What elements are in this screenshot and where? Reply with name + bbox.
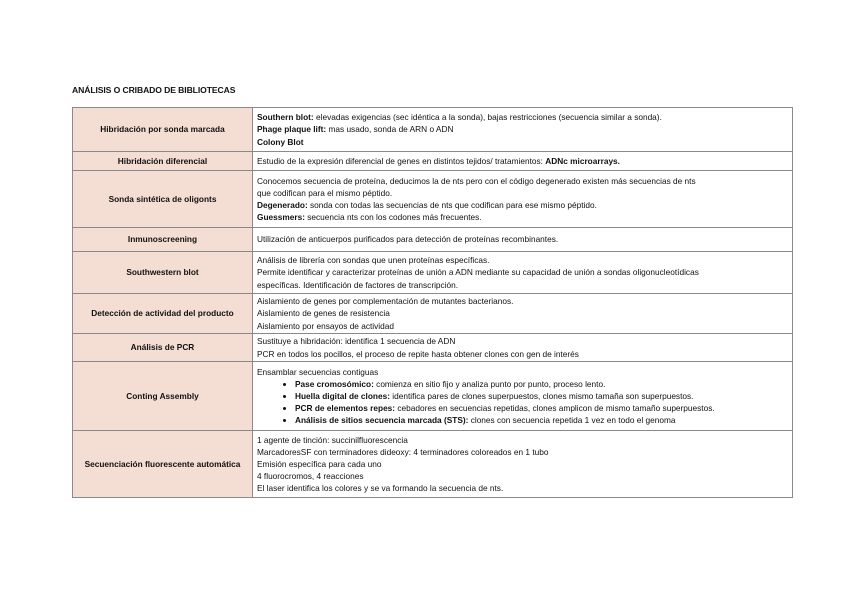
row-description (253, 152, 793, 171)
text-line: Permite identificar y caracterizar proteínas de unión a ADN mediante su capacidad de unión a sondas oligonucleotídicas (257, 267, 699, 278)
text-line: Utilización de anticuerpos purificados para detección de proteínas recombinantes. (257, 234, 559, 245)
page-title: ANÁLISIS O CRIBADO DE BIBLIOTECAS (72, 85, 236, 95)
row-header: Inmunoscreening (73, 228, 253, 252)
text-line: Sustituye a hibridación: identifica 1 secuencia de ADN (257, 336, 456, 347)
text-line: Colony Blot (257, 136, 304, 147)
row-description (253, 294, 793, 334)
text-line: PCR en todos los pocillos, el proceso de repite hasta obtener clones con gen de interés (257, 348, 579, 359)
text-line: Guessmers: secuencia nts con los codones más frecuentes. (257, 212, 482, 223)
row-header: Secuenciación fluorescente automática (73, 431, 253, 498)
table-row (73, 362, 793, 431)
table-row (73, 228, 793, 252)
row-description (253, 362, 793, 431)
table-row (73, 252, 793, 294)
list-item: • Pase cromosómico: comienza en sitio fijo y analiza punto por punto, proceso lento. (295, 378, 788, 390)
text-line: Aislamiento de genes por complementación de mutantes bacterianos. (257, 296, 514, 307)
text-line: Análisis de librería con sondas que unen proteínas específicas. (257, 255, 490, 266)
text-line: específicas. Identificación de factores de transcripción. (257, 279, 459, 290)
table-row (73, 108, 793, 152)
text-line: 1 agente de tinción: succinilfluorescencia (257, 434, 408, 445)
row-header: Conting Assembly (73, 362, 253, 431)
bullet-list (257, 378, 788, 426)
list-item: • Análisis de sitios secuencia marcada (STS): clones con secuencia repetida 1 vez en todo el genoma (295, 414, 788, 426)
text-line: que codifican para el mismo péptido. (257, 187, 393, 198)
text-line: Degenerado: sonda con todas las secuencias de nts que codifican para ese mismo péptido. (257, 200, 597, 210)
text-line: Conocemos secuencia de proteína, deducimos la de nts pero con el código degenerado existen más secuencias de nts (257, 175, 696, 186)
table-row (73, 294, 793, 334)
row-header: Sonda sintética de oligonts (73, 171, 253, 228)
table-row (73, 152, 793, 171)
text-line: El laser identifica los colores y se va formando la secuencia de nts. (257, 483, 504, 494)
list-item: • PCR de elementos repes: cebadores en secuencias repetidas, clones amplicon de mismo tamaño superpuestos. (295, 402, 788, 414)
row-header: Southwestern blot (73, 252, 253, 294)
text-line: Emisión específica para cada uno (257, 458, 382, 469)
table-row (73, 334, 793, 362)
row-description (253, 252, 793, 294)
table-row (73, 431, 793, 498)
text-line: Ensamblar secuencias contiguas (257, 366, 379, 377)
list-item: • Huella digital de clones: identifica pares de clones superpuestos, clones mismo tamaña son superpuestos. (295, 390, 788, 402)
row-header: Hibridación por sonda marcada (73, 108, 253, 152)
row-description (253, 228, 793, 252)
row-description (253, 171, 793, 228)
text-line: Phage plaque lift: mas usado, sonda de ARN o ADN (257, 124, 454, 135)
row-header: Hibridación diferencial (73, 152, 253, 171)
row-header: Detección de actividad del producto (73, 294, 253, 334)
text-line: Estudio de la expresión diferencial de genes en distintos tejidos/ tratamientos: ADNc microarrays. (257, 155, 620, 166)
library-screening-table (72, 107, 793, 498)
text-line: MarcadoresSF con terminadores dideoxy: 4 terminadores coloreados en 1 tubo (257, 446, 549, 457)
row-header: Análisis de PCR (73, 334, 253, 362)
text-line: Aislamiento de genes de resistencia (257, 308, 390, 319)
row-description (253, 431, 793, 498)
row-description (253, 108, 793, 152)
text-line: Aislamiento por ensayos de actividad (257, 320, 394, 331)
text-line: 4 fluorocromos, 4 reacciones (257, 471, 364, 482)
table-row (73, 171, 793, 228)
text-line: Southern blot: elevadas exigencias (sec idéntica a la sonda), bajas restricciones (secuencia similar a sonda). (257, 112, 662, 123)
row-description (253, 334, 793, 362)
